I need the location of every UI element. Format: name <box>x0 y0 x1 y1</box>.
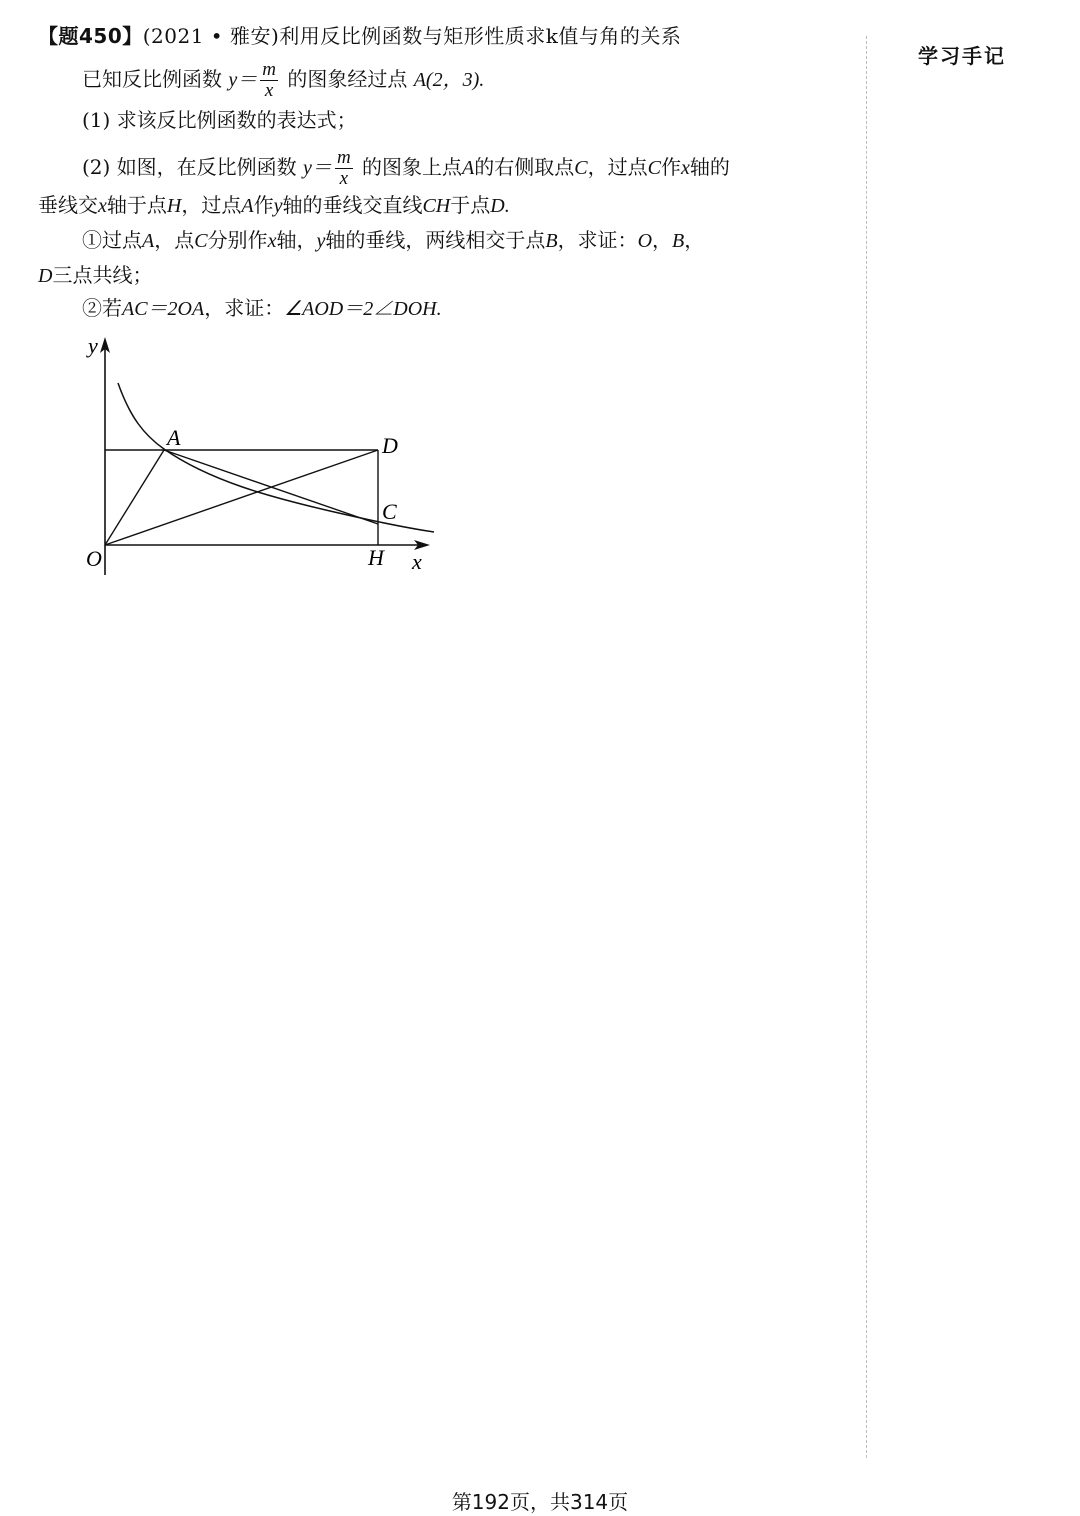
sub-question-2 <box>82 298 442 319</box>
text: ， <box>652 228 673 252</box>
problem-title <box>38 20 681 49</box>
intro-text-2: 的图象经过点 <box>287 66 408 91</box>
fraction-numerator: m <box>262 59 276 80</box>
var: O <box>637 230 653 252</box>
var: x <box>267 230 277 252</box>
part-1: (1) 求该反比例函数的表达式； <box>82 108 357 132</box>
fraction-m-over-x-2 <box>335 148 353 189</box>
intro-equation: y＝ <box>228 68 258 91</box>
part2-equation: y＝ <box>303 156 332 179</box>
var: D <box>38 265 53 287</box>
fraction-denominator: x <box>339 167 349 189</box>
study-notes-label: 学习手记 <box>918 44 1006 68</box>
fraction-numerator: m <box>336 147 351 168</box>
text: 轴的垂线交直线 <box>282 193 423 217</box>
label-x: x <box>412 549 422 574</box>
fraction-m-over-x <box>260 60 278 101</box>
part2-var: C <box>574 156 588 179</box>
text: 轴的垂线，两线相交于点 <box>325 228 546 252</box>
margin-divider <box>866 36 867 1458</box>
part2-text: ，过点 <box>587 154 648 179</box>
part2-text: 轴的 <box>689 154 730 179</box>
label-c: C <box>382 499 397 524</box>
var: B <box>672 230 685 252</box>
part2-var: C <box>647 156 661 179</box>
part2-text: 的右侧取点 <box>474 154 575 179</box>
text: 垂线交 <box>38 193 98 217</box>
point-a-coord: A(2，3). <box>413 68 485 91</box>
text: 于点 <box>450 193 491 217</box>
text: 轴于点 <box>106 193 167 217</box>
text: 轴， <box>276 228 317 252</box>
part2-text: (2) 如图，在反比例函数 <box>82 154 297 179</box>
line-o-to-a <box>105 450 164 545</box>
var: A <box>241 195 254 217</box>
var: y <box>316 230 326 252</box>
label-o: O <box>86 546 102 571</box>
var: H <box>166 195 182 217</box>
var: x <box>98 195 107 217</box>
sub-question-1 <box>82 230 704 251</box>
var: C <box>194 230 208 252</box>
text: ②若 <box>82 296 122 320</box>
var: D. <box>490 195 510 217</box>
text: 三点共线； <box>52 263 153 287</box>
label-a: A <box>167 425 181 450</box>
text: ①过点 <box>82 228 142 252</box>
text: 分别作 <box>207 228 268 252</box>
problem-tag: 【题450】 <box>38 24 143 48</box>
sub-question-1-line-2 <box>38 265 152 286</box>
geometry-figure <box>70 325 450 585</box>
equation: ∠AOD＝2∠DOH. <box>284 298 442 320</box>
line-o-to-d <box>105 450 378 545</box>
fraction-denominator: x <box>264 79 274 101</box>
text: ， <box>684 228 705 252</box>
var: A <box>142 230 155 252</box>
page-footer: 第192页，共314页 <box>451 1490 629 1514</box>
intro-text: 已知反比例函数 <box>82 66 222 91</box>
text: ，点 <box>154 228 195 252</box>
text: ，求证： <box>557 228 638 252</box>
part-2-line-1 <box>82 148 730 189</box>
text: 作 <box>253 193 274 217</box>
part-2-line-2 <box>38 195 510 216</box>
part2-var: x <box>680 156 690 179</box>
text: ，求证： <box>204 296 285 320</box>
label-y: y <box>88 333 98 358</box>
intro-line <box>82 60 484 101</box>
part2-text: 作 <box>660 154 681 179</box>
var: CH <box>422 195 451 217</box>
part2-var: A <box>462 156 475 179</box>
part2-text: 的图象上点 <box>362 154 463 179</box>
problem-title-text: (2021 • 雅安)利用反比例函数与矩形性质求k值与角的关系 <box>142 24 682 48</box>
var: B <box>545 230 558 252</box>
label-h: H <box>368 545 384 570</box>
label-d: D <box>382 433 398 458</box>
text: ，过点 <box>181 193 242 217</box>
var: y <box>273 195 283 217</box>
equation: AC＝2OA <box>122 298 205 320</box>
